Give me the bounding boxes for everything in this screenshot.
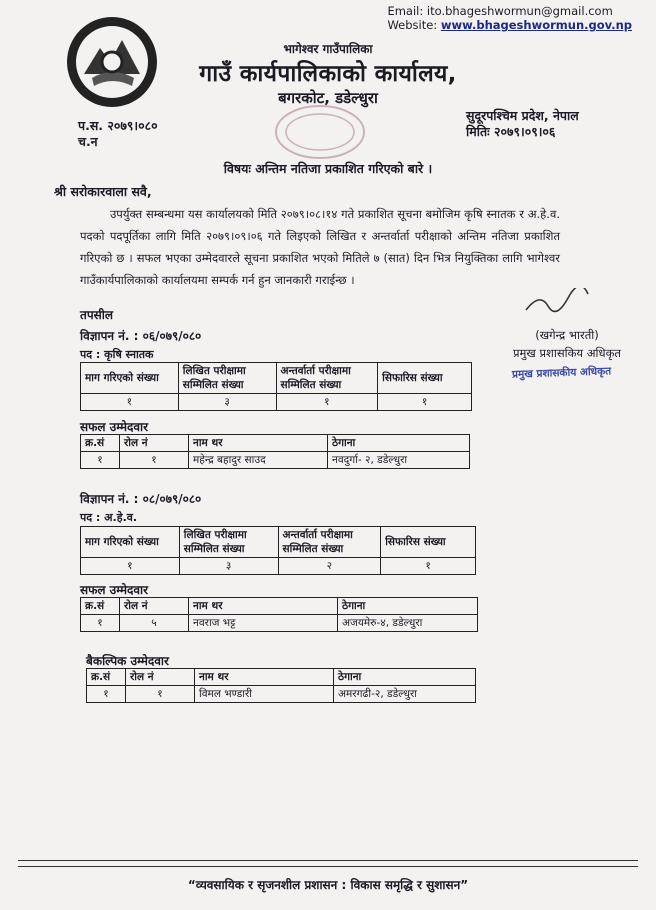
ad1-post: पद : कृषि स्नातक <box>80 348 154 361</box>
footer-motto: “व्यवसायिक र सृजनशील प्रशासन : विकास समृद्धि र सुशासन” <box>187 878 469 892</box>
cell: १ <box>81 394 179 411</box>
ad1-success-table <box>80 434 470 469</box>
table-row <box>81 394 472 411</box>
header-demand: माग गरिएको संख्या <box>81 363 179 394</box>
ad2-success-table <box>80 597 478 632</box>
table-row <box>87 686 476 703</box>
table-row <box>81 615 478 632</box>
ad2-success-label: सफल उम्मेदवार <box>80 583 149 597</box>
contact-info <box>387 4 632 32</box>
header-recommended: सिफारिस संख्या <box>381 527 476 558</box>
header-interview: अन्तर्वार्ता परीक्षामा सम्मिलित संख्या <box>278 527 381 558</box>
website-line <box>387 18 632 32</box>
cell: १ <box>87 686 126 703</box>
header-sn: क्र.सं <box>81 435 120 452</box>
header-name: नाम थर <box>189 598 338 615</box>
header-roll: रोल नं <box>126 669 195 686</box>
header-roll: रोल नं <box>120 435 189 452</box>
cell: महेन्द्र बहादुर साउद <box>189 452 328 469</box>
header-sn: क्र.सं <box>87 669 126 686</box>
reference-block <box>78 118 158 150</box>
cell: २ <box>278 558 381 575</box>
header-address: ठेगाना <box>338 598 478 615</box>
ad1-success-label: सफल उम्मेदवार <box>80 420 149 434</box>
cell: १ <box>276 394 378 411</box>
cell: ३ <box>178 394 276 411</box>
header-name: नाम थर <box>189 435 328 452</box>
website-label: Website: <box>387 18 441 32</box>
table-header-row <box>81 598 478 615</box>
cell: नवदुर्गा- २, डडेल्धुरा <box>328 452 470 469</box>
header-written: लिखित परीक्षामा सम्मिलित संख्या <box>179 527 278 558</box>
header-address: ठेगाना <box>328 435 470 452</box>
ad1-number: विज्ञापन नं. : ०६/०७९/०८० <box>80 329 202 343</box>
header-interview: अन्तर्वार्ता परीक्षामा सम्मिलित संख्या <box>276 363 378 394</box>
tapsil-heading: तपसील <box>80 308 114 322</box>
cell: ५ <box>120 615 189 632</box>
cell: १ <box>81 558 180 575</box>
office-title: गाउँ कार्यपालिकाको कार्यालय, <box>199 61 457 87</box>
signatory-name: (खगेन्द्र भारती) <box>535 328 599 342</box>
chalani-number: च.न <box>78 134 98 149</box>
table-header-row <box>81 527 476 558</box>
ad2-alternate-table <box>86 668 476 703</box>
table-header-row <box>81 363 472 394</box>
signatory-title: प्रमुख प्रशासकिय अधिकृत <box>513 346 621 360</box>
ad2-summary-table <box>80 526 476 575</box>
cell: १ <box>81 615 120 632</box>
letter-body: उपर्युक्त सम्बन्धमा यस कार्यालयको मिति २०७९।०८।१४ गते प्रकाशित सूचना बमोजिम कृषि स्नातक र अ.हे.व. पदको पदपूर्तिका लागि मिति २०७९।०९।०६ गते लिइएको लिखित र अन्तर्वार्ता परीक्षाको अन्तिम नतिजा प्रकाशित गरिएको छ । सफल भएका उम्मेदवारले सूचना प्रकाशित भएको मितिले ७ (सात) दिन भित्र नियुक्तिका लागि भागेश्वर गाउँकार्यपालिकाको कार्यालयमा सम्पर्क गर्न हुन जानकारी गराईन्छ । <box>80 207 560 287</box>
header-recommended: सिफारिस संख्या <box>378 363 472 394</box>
header-address: ठेगाना <box>334 669 476 686</box>
cell: अजयमेरु-४, डडेल्धुरा <box>338 615 478 632</box>
table-header-row <box>81 435 470 452</box>
province-block <box>466 108 579 140</box>
header-name: नाम थर <box>195 669 334 686</box>
cell: १ <box>81 452 120 469</box>
cell: १ <box>378 394 472 411</box>
cell: विमल भण्डारी <box>195 686 334 703</box>
letter-date: मितिः २०७९।०९।०६ <box>466 124 556 139</box>
table-row <box>81 558 476 575</box>
cell: १ <box>381 558 476 575</box>
header-sn: क्र.सं <box>81 598 120 615</box>
letter-subject: विषयः अन्तिम नतिजा प्रकाशित गरिएको बारे । <box>223 161 433 176</box>
footer-divider-2 <box>18 866 638 867</box>
ad2-number: विज्ञापन नं. : ०८/०७९/०८० <box>80 492 202 506</box>
office-address: बगरकोट, डडेल्धुरा <box>278 89 378 107</box>
table-header-row <box>87 669 476 686</box>
website-link[interactable]: www.bhageshwormun.gov.np <box>440 18 632 32</box>
footer-divider <box>18 860 638 861</box>
ad2-post: पद : अ.हे.व. <box>80 511 138 524</box>
patra-sankhya: प.स. २०७९।०८० <box>78 118 158 133</box>
cell: नवराज भट्ट <box>189 615 338 632</box>
table-row <box>81 452 470 469</box>
signatory-stamp: प्रमुख प्रशासकीय अधिकृत <box>511 365 612 381</box>
cell: १ <box>126 686 195 703</box>
email-text: Email: ito.bhageshwormun@gmail.com <box>387 4 613 18</box>
cell: १ <box>120 452 189 469</box>
ad2-alternate-label: बैकल्पिक उम्मेदवार <box>86 654 169 668</box>
cell: अमरगढी-२, डडेल्धुरा <box>334 686 476 703</box>
ad1-summary-table <box>80 362 472 411</box>
header-demand: माग गरिएको संख्या <box>81 527 180 558</box>
org-name-small: भागेश्वर गाउँपालिका <box>283 42 373 56</box>
cell: ३ <box>179 558 278 575</box>
salutation: श्री सरोकारवाला सवै, <box>54 184 152 199</box>
office-stamp <box>270 100 370 164</box>
header-roll: रोल नं <box>120 598 189 615</box>
header-written: लिखित परीक्षामा सम्मिलित संख्या <box>178 363 276 394</box>
signature-block <box>492 296 642 362</box>
province-text: सुदूरपश्चिम प्रदेश, नेपाल <box>466 108 579 123</box>
